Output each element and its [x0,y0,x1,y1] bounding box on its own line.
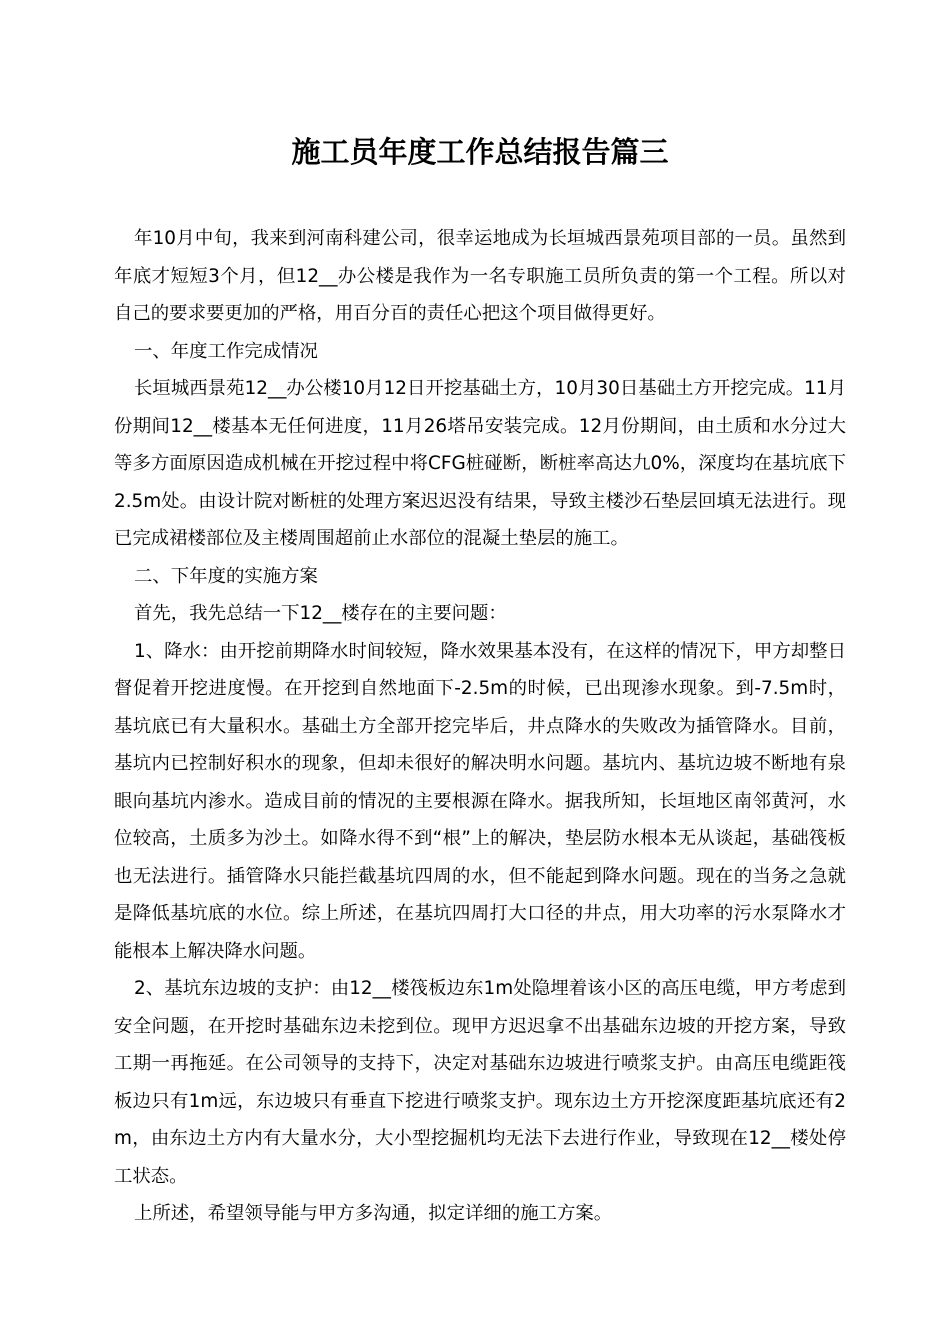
paragraph-slope-support: 2、基坑东边坡的支护：由12__楼筏板边东1m处隐埋着该小区的高压电缆，甲方考虑到安全问题，在开挖时基础东边未挖到位。现甲方迟迟拿不出基础东边坡的开挖方案，导致工期一再拖延。在公司领导的支持下，决定对基础东边坡进行喷浆支护。由高压电缆距筏板边只有1m远，东边坡只有垂直下挖进行喷浆支护。现东边土方开挖深度距基坑底还有2m，由东边土方内有大量水分，大小型挖掘机均无法下去进行作业，导致现在12__楼处停工状态。 [114,978,846,1187]
section-heading-next-year-plan: 二、下年度的实施方案 [134,565,318,587]
section-heading-annual-work: 一、年度工作完成情况 [134,340,318,362]
paragraph-dewatering: 1、降水：由开挖前期降水时间较短，降水效果基本没有，在这样的情况下，甲方却整日督促着开挖进度慢。在开挖到自然地面下-2.5m的时候，已出现渗水现象。到-7.5m时，基坑底已有大量积水。基础土方全部开挖完毕后，井点降水的失败改为插管降水。目前，基坑内已控制好积水的现象，但却未很好的解决明水问题。基坑内、基坑边坡不断地有泉眼向基坑内渗水。造成目前的情况的主要根源在降水。据我所知，长垣地区南邻黄河，水位较高，土质多为沙土。如降水得不到“根”上的解决，垫层防水根本无从谈起，基础筏板也无法进行。插管降水只能拦截基坑四周的水，但不能起到降水问题。现在的当务之急就是降低基坑底的水位。综上所述，在基坑四周打大口径的井点，用大功率的污水泵降水才能根本上解决降水问题。 [114,640,846,962]
paragraph-annual-work: 长垣城西景苑12__办公楼10月12日开挖基础土方，10月30日基础土方开挖完成。11月份期间12__楼基本无任何进度，11月26塔吊安装完成。12月份期间，由土质和水分过大等多方面原因造成机械在开挖过程中将CFG桩碰断，断桩率高达九0%，深度均在基坑底下2.5m处。由设计院对断桩的处理方案迟迟没有结果，导致主楼沙石垫层回填无法进行。现已完成裙楼部位及主楼周围超前止水部位的混凝土垫层的施工。 [114,378,846,549]
document-title: 施工员年度工作总结报告篇三 [291,135,669,169]
paragraph-problems-intro: 首先，我先总结一下12__楼存在的主要问题： [134,603,507,624]
paragraph-conclusion: 上所述，希望领导能与甲方多沟通，拟定详细的施工方案。 [134,1203,613,1224]
paragraph-intro: 年10月中旬，我来到河南科建公司，很幸运地成为长垣城西景苑项目部的一员。虽然到年底才短短3个月，但12__办公楼是我作为一名专职施工员所负责的第一个工程。所以对自己的要求要更加的严格，用百分百的责任心把这个项目做得更好。 [114,228,846,324]
